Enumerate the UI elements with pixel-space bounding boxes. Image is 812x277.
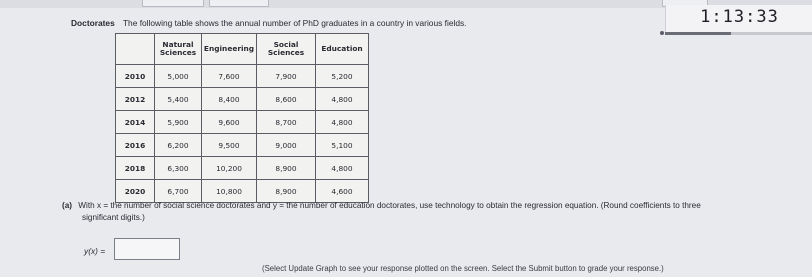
table-row <box>116 111 369 134</box>
part-a-label: (a) <box>62 201 73 210</box>
table-cell: 7,600 <box>202 65 257 88</box>
table-cell: 8,900 <box>257 180 316 203</box>
toolbar-button[interactable] <box>209 0 269 7</box>
table-header-cell <box>116 34 155 65</box>
table-row <box>116 157 369 180</box>
table-cell: 9,500 <box>202 134 257 157</box>
function-label: y(x) = <box>84 246 106 256</box>
timer-progress-fill <box>665 32 731 35</box>
timer-marker-icon <box>660 31 664 35</box>
instructions-text: (Select Update Graph to see your response plotted on the screen. Select the Submit button to grade your response.) <box>262 264 664 273</box>
year-cell: 2018 <box>116 157 155 180</box>
table-row <box>116 88 369 111</box>
year-cell: 2016 <box>116 134 155 157</box>
table-cell: 5,900 <box>155 111 202 134</box>
table-header-cell: Education <box>316 34 369 65</box>
regression-answer-input[interactable] <box>114 238 180 260</box>
toolbar-button[interactable] <box>142 0 204 7</box>
table-cell: 9,000 <box>257 134 316 157</box>
part-a-text: With x = the number of social science doctorates and y = the number of education doctorates, use technology to obtain the regression equation. (Round coefficients to three <box>78 201 701 210</box>
table-cell: 6,200 <box>155 134 202 157</box>
table-cell: 8,700 <box>257 111 316 134</box>
table-cell: 5,000 <box>155 65 202 88</box>
table-cell: 5,100 <box>316 134 369 157</box>
year-cell: 2010 <box>116 65 155 88</box>
table-row <box>116 65 369 88</box>
table-cell: 4,800 <box>316 111 369 134</box>
table-cell: 10,200 <box>202 157 257 180</box>
table-row <box>116 134 369 157</box>
problem-intro-text: The following table shows the annual number of PhD graduates in a country in various fields. <box>122 18 467 28</box>
table-cell: 8,600 <box>257 88 316 111</box>
table-cell: 6,700 <box>155 180 202 203</box>
table-cell: 10,800 <box>202 180 257 203</box>
table-header-cell: Engineering <box>202 34 257 65</box>
table-cell: 4,800 <box>316 88 369 111</box>
table-cell: 9,600 <box>202 111 257 134</box>
year-cell: 2014 <box>116 111 155 134</box>
table-cell: 8,400 <box>202 88 257 111</box>
doctorates-table <box>115 33 369 203</box>
problem-intro <box>71 18 467 28</box>
part-a-question <box>62 201 701 210</box>
table-header-cell: Social Sciences <box>257 34 316 65</box>
table-cell: 6,300 <box>155 157 202 180</box>
year-cell: 2012 <box>116 88 155 111</box>
part-a-text-continued: significant digits.) <box>82 213 145 222</box>
problem-label: Doctorates <box>71 18 115 28</box>
table-cell: 5,200 <box>316 65 369 88</box>
table-row <box>116 180 369 203</box>
table-header-row <box>116 34 369 65</box>
year-cell: 2020 <box>116 180 155 203</box>
table-cell: 4,600 <box>316 180 369 203</box>
table-cell: 7,900 <box>257 65 316 88</box>
table-cell: 5,400 <box>155 88 202 111</box>
table-header-cell: Natural Sciences <box>155 34 202 65</box>
table-cell: 4,800 <box>316 157 369 180</box>
timer-progress-bar <box>665 32 812 35</box>
table-cell: 8,900 <box>257 157 316 180</box>
timer-display: 1:13:33 <box>665 5 812 32</box>
